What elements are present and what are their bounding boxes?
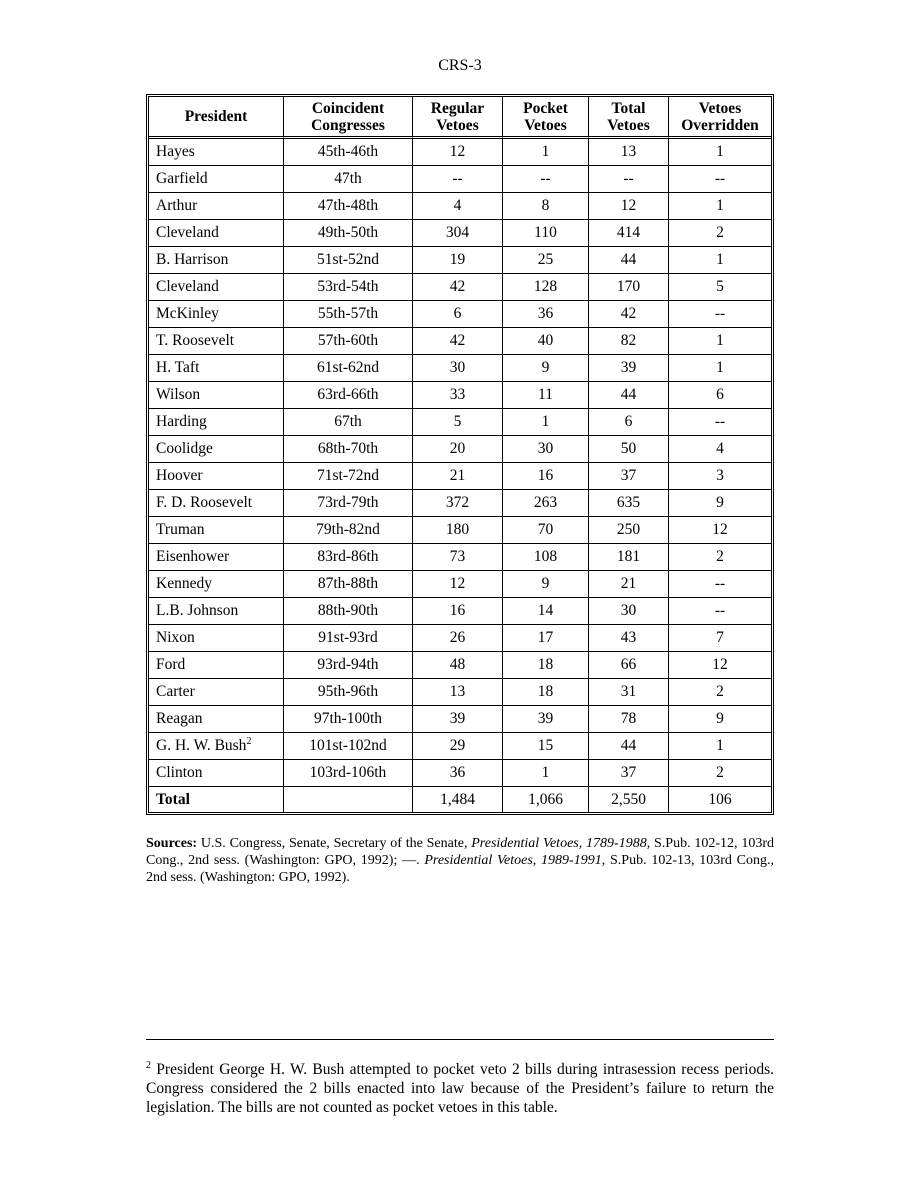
cell-coincident-congresses: 45th-46th [284,139,413,166]
cell-coincident-congresses: 63rd-66th [284,382,413,409]
footnote-marker: 2 [146,1060,151,1071]
table-row [149,571,771,598]
cell-total-vetoes: 181 [589,544,669,571]
cell-president [149,193,284,220]
cell-pocket-vetoes: 40 [503,328,589,355]
cell-pocket-vetoes: 9 [503,571,589,598]
cell-regular-vetoes: 19 [413,247,503,274]
cell-regular-vetoes: 4 [413,193,503,220]
cell-president [149,625,284,652]
cell-pocket-vetoes: 39 [503,706,589,733]
cell-total-vetoes: 42 [589,301,669,328]
cell-president [149,301,284,328]
table-row [149,436,771,463]
cell-regular-vetoes: 42 [413,328,503,355]
cell-coincident-congresses: 73rd-79th [284,490,413,517]
cell-regular-vetoes: 30 [413,355,503,382]
cell-regular-vetoes: 42 [413,274,503,301]
sources-text-1: U.S. Congress, Senate, Secretary of the Senate, [197,836,472,851]
cell-pocket-vetoes: 108 [503,544,589,571]
cell-coincident-congresses: 55th-57th [284,301,413,328]
cell-coincident-congresses: 47th-48th [284,193,413,220]
cell-president [149,490,284,517]
cell-pocket-vetoes: 9 [503,355,589,382]
president-name: F. D. Roosevelt [156,494,253,511]
cell-coincident-congresses: 95th-96th [284,679,413,706]
cell-total-vetoes: 66 [589,652,669,679]
cell-vetoes-overridden: -- [669,598,771,625]
cell-regular-vetoes: 29 [413,733,503,760]
cell-regular-vetoes: 5 [413,409,503,436]
cell-total-vetoes: 13 [589,139,669,166]
cell-coincident-congresses: 53rd-54th [284,274,413,301]
cell-president [149,517,284,544]
cell-coincident-congresses: 87th-88th [284,571,413,598]
cell-total-vetoes: 250 [589,517,669,544]
president-name: Ford [156,656,186,673]
table-row [149,193,771,220]
cell-vetoes-overridden: 6 [669,382,771,409]
cell-pocket-vetoes: 128 [503,274,589,301]
cell-coincident-congresses: 71st-72nd [284,463,413,490]
cell-total-vetoes: 635 [589,490,669,517]
cell-total-vetoes: 78 [589,706,669,733]
cell-total-vetoes: 39 [589,355,669,382]
cell-president [149,652,284,679]
cell-total-vetoes: 44 [589,733,669,760]
cell-regular-vetoes: 48 [413,652,503,679]
sources-title-2: Presidential Vetoes, 1989-1991 [424,853,602,868]
president-name: B. Harrison [156,251,229,268]
president-name: Cleveland [156,224,219,241]
cell-vetoes-overridden: 12 [669,652,771,679]
cell-coincident-congresses: 61st-62nd [284,355,413,382]
president-name: G. H. W. Bush [156,737,247,754]
table-body [149,139,771,812]
president-name: Wilson [156,386,201,403]
table-row [149,652,771,679]
cell-coincident-congresses: 57th-60th [284,328,413,355]
cell-total-vetoes: 50 [589,436,669,463]
table-row [149,517,771,544]
cell-regular-vetoes: 21 [413,463,503,490]
cell-vetoes-overridden: 9 [669,706,771,733]
cell-vetoes-overridden: 2 [669,220,771,247]
cell-regular-vetoes: 39 [413,706,503,733]
column-header-regular-vetoes: Regular Vetoes [413,97,503,139]
cell-vetoes-overridden: -- [669,301,771,328]
sources-label: Sources: [146,836,198,851]
cell-vetoes-overridden: 5 [669,274,771,301]
cell-pocket-vetoes: 11 [503,382,589,409]
president-name: Nixon [156,629,195,646]
table-row [149,490,771,517]
table-row [149,598,771,625]
table-row [149,301,771,328]
cell-vetoes-overridden: 1 [669,328,771,355]
cell-vetoes-overridden: 2 [669,760,771,787]
cell-president [149,139,284,166]
cell-coincident-congresses: 51st-52nd [284,247,413,274]
cell-vetoes-overridden: 12 [669,517,771,544]
president-name: Hayes [156,143,195,160]
cell-vetoes-overridden: 1 [669,355,771,382]
cell-pocket-vetoes: 25 [503,247,589,274]
sources-note [146,835,774,886]
cell-total-vetoes: 414 [589,220,669,247]
table-header-row [149,97,771,139]
cell-total-vetoes: 30 [589,598,669,625]
cell-total-vetoes: 82 [589,328,669,355]
president-name: Arthur [156,197,198,214]
table-row [149,355,771,382]
cell-president [149,247,284,274]
president-name: Kennedy [156,575,212,592]
president-name: Garfield [156,170,208,187]
cell-regular-vetoes: -- [413,166,503,193]
cell-coincident-congresses: 49th-50th [284,220,413,247]
president-name: Clinton [156,764,203,781]
cell-total-vetoes: 44 [589,382,669,409]
column-header-vetoes-overridden: Vetoes Overridden [669,97,771,139]
cell-vetoes-overridden: -- [669,571,771,598]
cell-regular-vetoes: 13 [413,679,503,706]
cell-president [149,409,284,436]
cell-pocket-vetoes: 18 [503,652,589,679]
cell-coincident-congresses: 83rd-86th [284,544,413,571]
sources-text-3: , S.Pub. 102-13, 103rd Cong., 2nd sess. (Washington: GPO, 1992). [146,853,775,885]
column-header-president: President [149,97,284,139]
cell-coincident-congresses: 47th [284,166,413,193]
president-name: Hoover [156,467,203,484]
table-row [149,463,771,490]
cell-regular-vetoes: 73 [413,544,503,571]
cell-regular-vetoes: 304 [413,220,503,247]
president-name: T. Roosevelt [156,332,235,349]
cell-pocket-vetoes: 8 [503,193,589,220]
cell-pocket-vetoes: 70 [503,517,589,544]
cell-regular-vetoes: 20 [413,436,503,463]
cell-vetoes-overridden: 2 [669,544,771,571]
cell-regular-vetoes: 180 [413,517,503,544]
cell-total-vetoes: 44 [589,247,669,274]
cell-vetoes-overridden: -- [669,409,771,436]
cell-total-vetoes: 31 [589,679,669,706]
cell-president [149,733,284,760]
sources-title-1: Presidential Vetoes, 1789-1988 [471,836,647,851]
table-row [149,679,771,706]
table-row [149,139,771,166]
vetoes-table-container [146,94,774,815]
cell-coincident-congresses: 68th-70th [284,436,413,463]
cell-coincident-congresses: 103rd-106th [284,760,413,787]
cell-president [149,328,284,355]
footnote-text: President George H. W. Bush attempted to pocket veto 2 bills during intrasession recess periods. Congress considered the 2 bills enacted into law because of the President’s failure to return the legislation. The bills are not counted as pocket vetoes in this table. [146,1061,774,1116]
cell-pocket-vetoes: 1 [503,760,589,787]
president-name: L.B. Johnson [156,602,239,619]
cell-regular-vetoes: 16 [413,598,503,625]
cell-regular-vetoes: 33 [413,382,503,409]
president-name: Truman [156,521,205,538]
cell-pocket-vetoes: 36 [503,301,589,328]
cell-pocket-vetoes: 263 [503,490,589,517]
cell-president [149,571,284,598]
cell-pocket-vetoes: 15 [503,733,589,760]
total-label: Total [149,787,284,812]
president-name: Cleveland [156,278,219,295]
cell-total-vetoes: 170 [589,274,669,301]
cell-vetoes-overridden: 1 [669,733,771,760]
cell-total-vetoes: 37 [589,463,669,490]
table-row [149,733,771,760]
president-name: McKinley [156,305,219,322]
cell-pocket-vetoes: 17 [503,625,589,652]
cell-pocket-vetoes: -- [503,166,589,193]
table-row [149,382,771,409]
cell-coincident-congresses: 88th-90th [284,598,413,625]
cell-regular-vetoes: 12 [413,571,503,598]
cell-president [149,274,284,301]
table-row [149,544,771,571]
total-total-vetoes: 2,550 [589,787,669,812]
cell-president [149,166,284,193]
cell-regular-vetoes: 6 [413,301,503,328]
cell-president [149,679,284,706]
cell-regular-vetoes: 372 [413,490,503,517]
total-row [149,787,771,812]
cell-president [149,436,284,463]
cell-president [149,760,284,787]
cell-president [149,598,284,625]
column-header-congresses: Coincident Congresses [284,97,413,139]
cell-regular-vetoes: 12 [413,139,503,166]
sources-text-2: , S.Pub. 102-12, 103rd Cong., 2nd sess. (Washington: GPO, 1992); —. [146,836,775,868]
cell-pocket-vetoes: 110 [503,220,589,247]
cell-regular-vetoes: 36 [413,760,503,787]
cell-coincident-congresses: 91st-93rd [284,625,413,652]
cell-total-vetoes: 6 [589,409,669,436]
table-row [149,760,771,787]
total-vetoes-overridden: 106 [708,790,732,808]
page-header: CRS-3 [438,57,482,74]
cell-coincident-congresses: 67th [284,409,413,436]
cell-president [149,355,284,382]
table-row [149,274,771,301]
total-regular-vetoes: 1,484 [413,787,503,812]
column-header-total-vetoes: Total Vetoes [589,97,669,139]
cell-vetoes-overridden: 7 [669,625,771,652]
cell-coincident-congresses: 97th-100th [284,706,413,733]
footnote-divider [146,1039,774,1040]
president-name: Harding [156,413,207,430]
footnote-reference: 2 [246,736,252,747]
table-row [149,328,771,355]
footnote [146,1060,774,1117]
cell-pocket-vetoes: 16 [503,463,589,490]
cell-president [149,382,284,409]
cell-vetoes-overridden: 3 [669,463,771,490]
table-row [149,166,771,193]
cell-total-vetoes: 12 [589,193,669,220]
table-row [149,247,771,274]
cell-vetoes-overridden: 2 [669,679,771,706]
cell-vetoes-overridden: 1 [669,193,771,220]
cell-president [149,220,284,247]
cell-pocket-vetoes: 1 [503,139,589,166]
cell-total-vetoes: 21 [589,571,669,598]
cell-pocket-vetoes: 1 [503,409,589,436]
cell-coincident-congresses: 101st-102nd [284,733,413,760]
cell-president [149,706,284,733]
president-name: Coolidge [156,440,213,457]
table-row [149,625,771,652]
cell-total-vetoes: -- [589,166,669,193]
table-row [149,409,771,436]
cell-total-vetoes: 37 [589,760,669,787]
table-row [149,706,771,733]
cell-vetoes-overridden: 4 [669,436,771,463]
president-name: Eisenhower [156,548,230,565]
cell-president [149,463,284,490]
president-name: Reagan [156,710,203,727]
table-row [149,220,771,247]
cell-vetoes-overridden: 1 [669,139,771,166]
total-pocket-vetoes: 1,066 [503,787,589,812]
total-congresses [284,787,413,812]
cell-coincident-congresses: 79th-82nd [284,517,413,544]
cell-vetoes-overridden: 9 [669,490,771,517]
cell-pocket-vetoes: 14 [503,598,589,625]
cell-coincident-congresses: 93rd-94th [284,652,413,679]
column-header-pocket-vetoes: Pocket Vetoes [503,97,589,139]
cell-president [149,544,284,571]
cell-vetoes-overridden: -- [669,166,771,193]
president-name: H. Taft [156,359,200,376]
cell-pocket-vetoes: 18 [503,679,589,706]
president-name: Carter [156,683,195,700]
vetoes-table [146,94,774,815]
cell-vetoes-overridden: 1 [669,247,771,274]
cell-regular-vetoes: 26 [413,625,503,652]
cell-pocket-vetoes: 30 [503,436,589,463]
cell-total-vetoes: 43 [589,625,669,652]
